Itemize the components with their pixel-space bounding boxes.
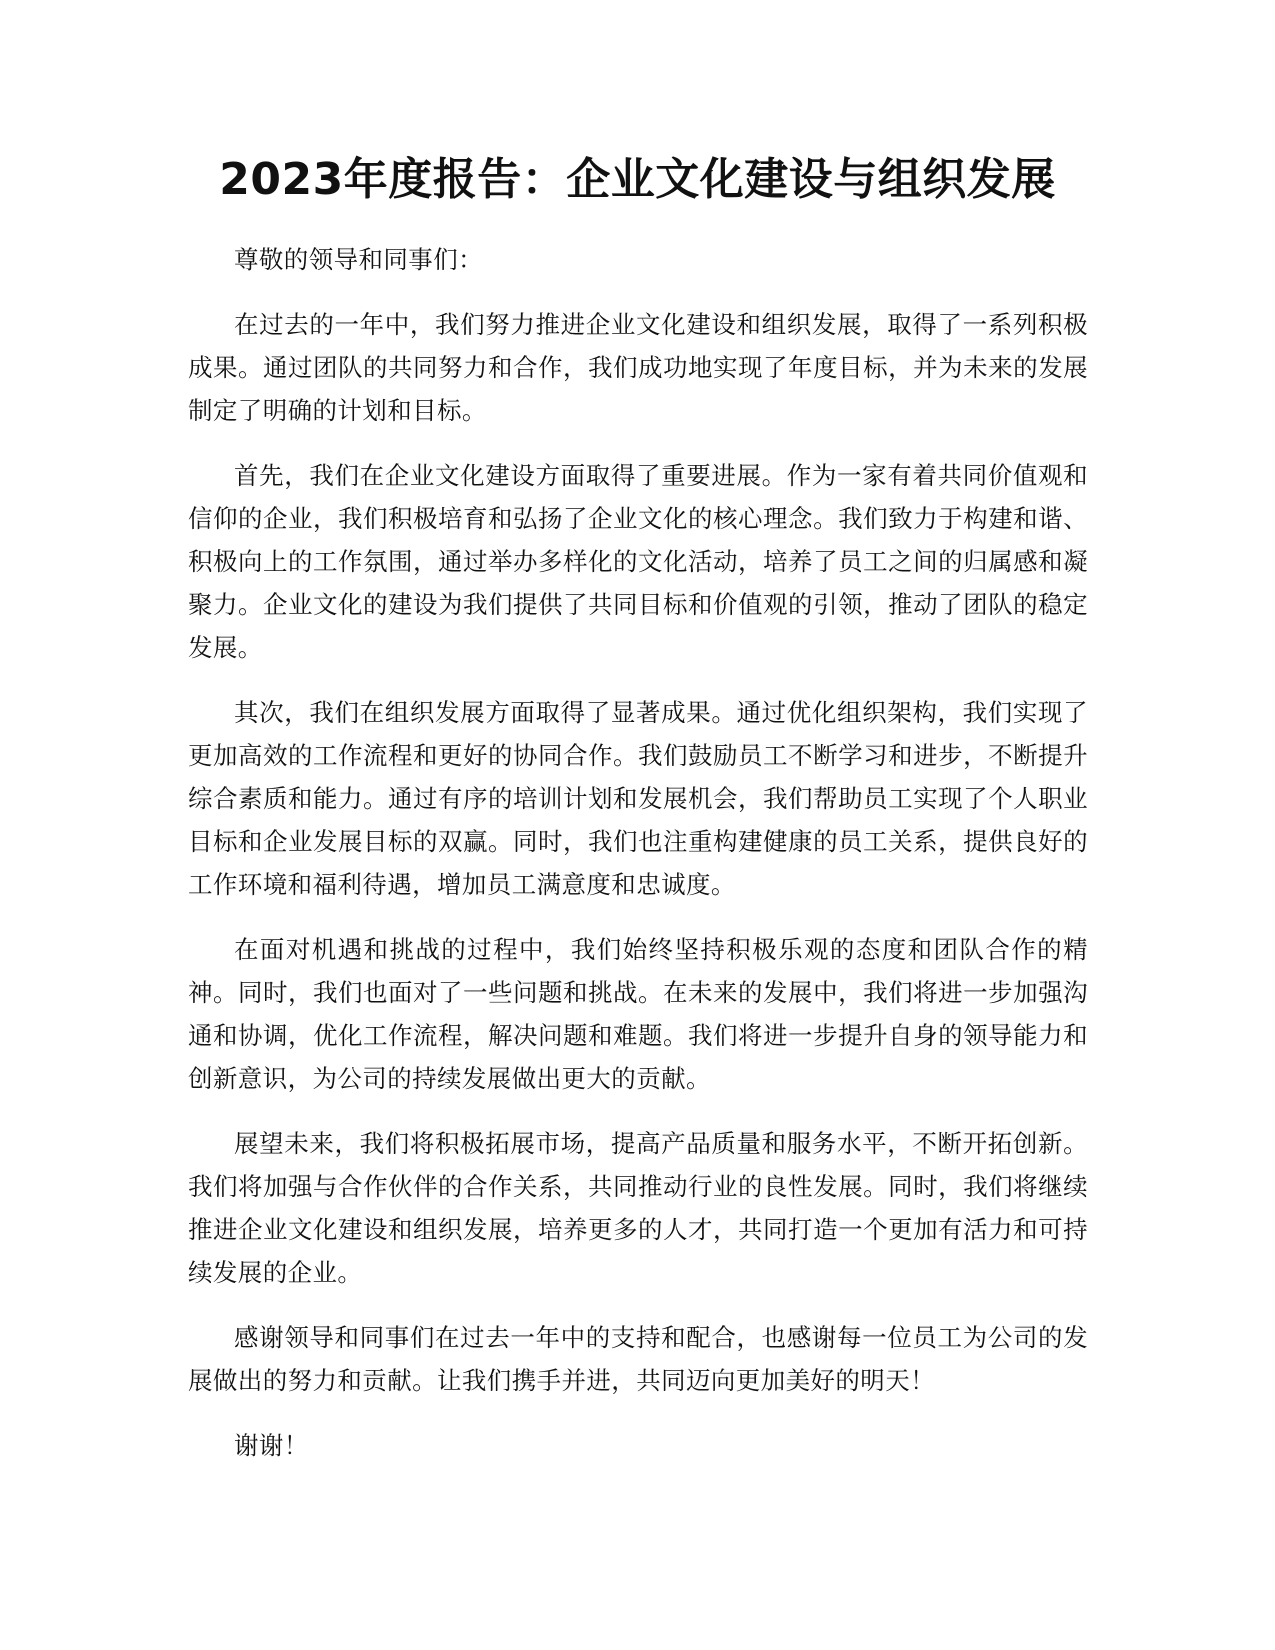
paragraph-closing: 谢谢！ — [234, 1431, 309, 1460]
paragraph-culture: 首先，我们在企业文化建设方面取得了重要进展。作为一家有着共同价值观和信仰的企业，我们积极培育和弘扬了企业文化的核心理念。我们致力于构建和谐、积极向上的工作氛围，通过举办多样化的文化活动，培养了员工之间的归属感和凝聚力。企业文化的建设为我们提供了共同目标和价值观的引领，推动了团队的稳定发展。 — [188, 461, 1088, 662]
document-title: 2023年度报告：企业文化建设与组织发展 — [219, 154, 1056, 205]
paragraph-organization: 其次，我们在组织发展方面取得了显著成果。通过优化组织架构，我们实现了更加高效的工作流程和更好的协同合作。我们鼓励员工不断学习和进步，不断提升综合素质和能力。通过有序的培训计划和发展机会，我们帮助员工实现了个人职业目标和企业发展目标的双赢。同时，我们也注重构建健康的员工关系，提供良好的工作环境和福利待遇，增加员工满意度和忠诚度。 — [188, 698, 1088, 899]
paragraph-outlook: 展望未来，我们将积极拓展市场，提高产品质量和服务水平，不断开拓创新。我们将加强与合作伙伴的合作关系，共同推动行业的良性发展。同时，我们将继续推进企业文化建设和组织发展，培养更多的人才，共同打造一个更加有活力和可持续发展的企业。 — [188, 1129, 1088, 1287]
paragraph-overview: 在过去的一年中，我们努力推进企业文化建设和组织发展，取得了一系列积极成果。通过团队的共同努力和合作，我们成功地实现了年度目标，并为未来的发展制定了明确的计划和目标。 — [188, 310, 1088, 425]
paragraph-greeting: 尊敬的领导和同事们： — [234, 245, 483, 274]
paragraph-thanks: 感谢领导和同事们在过去一年中的支持和配合，也感谢每一位员工为公司的发展做出的努力和贡献。让我们携手并进，共同迈向更加美好的明天！ — [188, 1323, 1088, 1395]
document-body — [188, 238, 1088, 1489]
paragraph-challenges: 在面对机遇和挑战的过程中，我们始终坚持积极乐观的态度和团队合作的精神。同时，我们也面对了一些问题和挑战。在未来的发展中，我们将进一步加强沟通和协调，优化工作流程，解决问题和难题。我们将进一步提升自身的领导能力和创新意识，为公司的持续发展做出更大的贡献。 — [188, 935, 1088, 1093]
